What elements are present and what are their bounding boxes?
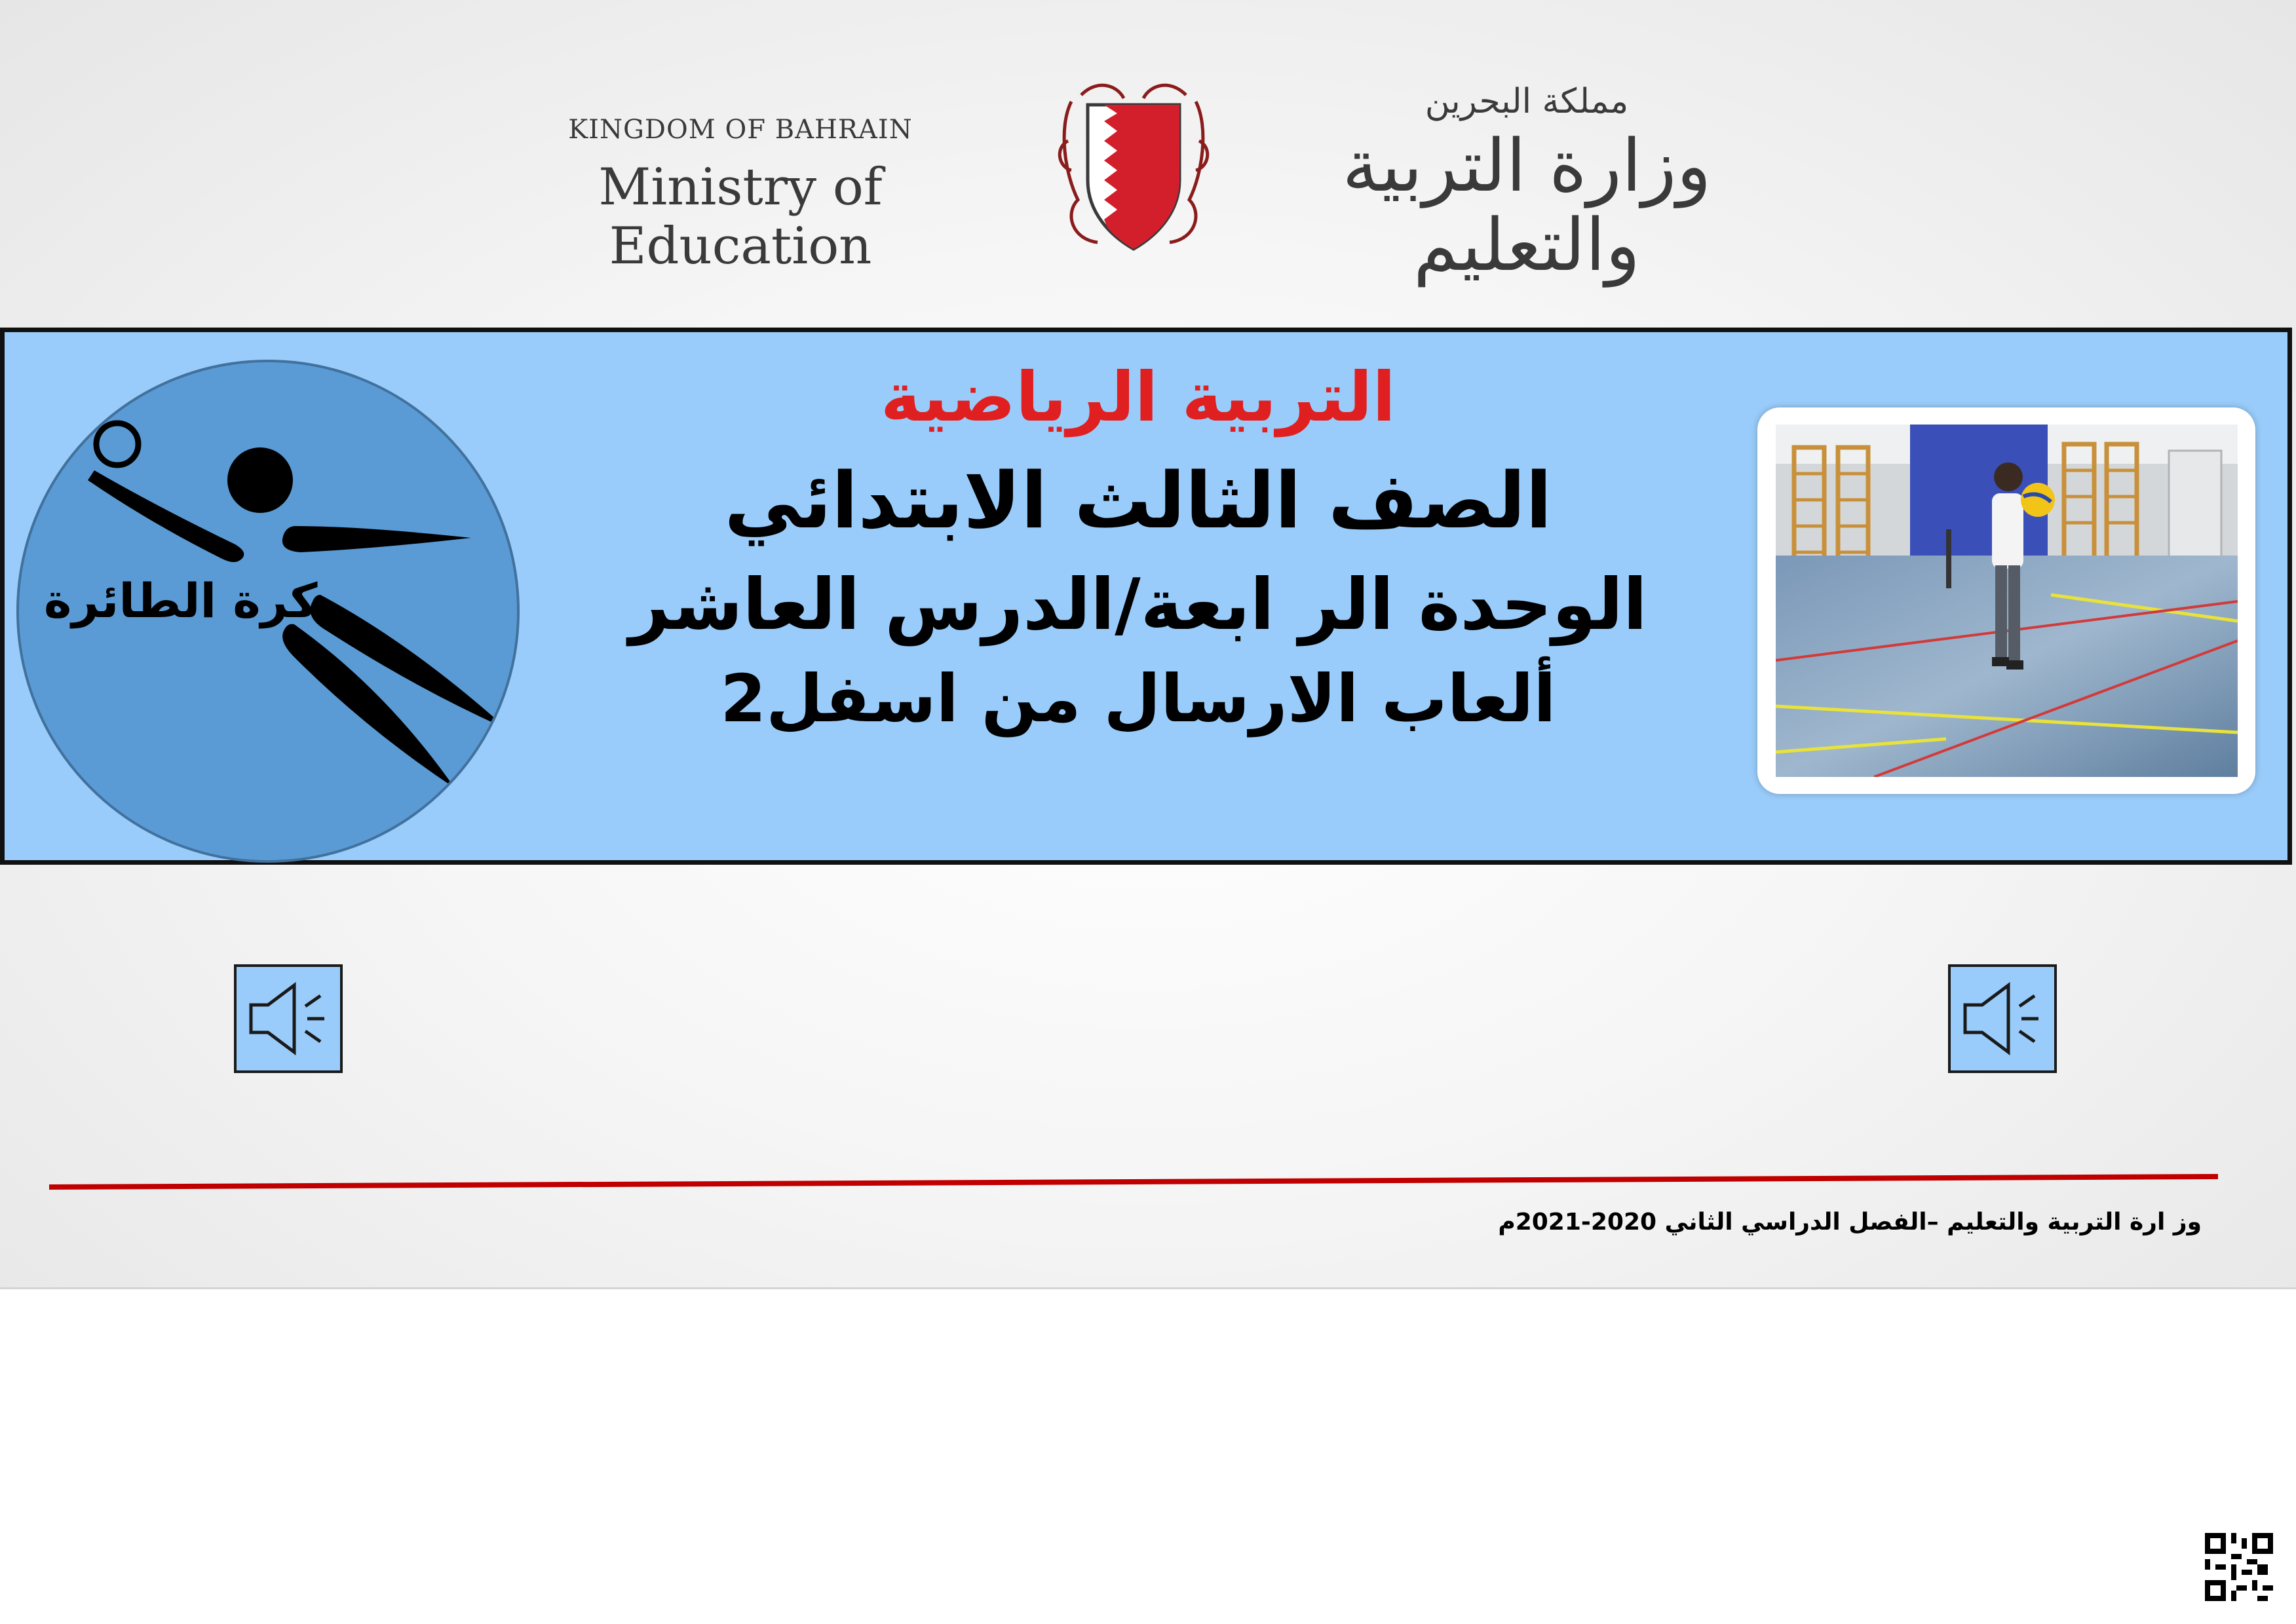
sport-label: كرة الطائرة — [44, 573, 318, 628]
lesson-title: ألعاب الارسال من اسفل2 — [720, 660, 1556, 737]
speaker-icon — [237, 967, 340, 1070]
ministry-name-ar: وزارة التربية والتعليم — [1342, 124, 1712, 287]
speaker-icon — [1951, 967, 2054, 1070]
bahrain-emblem-icon — [1052, 75, 1215, 259]
ministry-logo-arabic — [1245, 82, 1808, 285]
footer-text: وز ارة التربية والتعليم –الفصل الدراسي الثاني 2020-2021م — [1498, 1209, 2202, 1236]
title-banner — [0, 328, 2292, 865]
student-serving-volleyball-photo — [1776, 425, 2238, 777]
lesson-titles — [542, 332, 1734, 737]
ministry-name-en: Ministry of Education — [598, 158, 883, 276]
audio-button-left[interactable] — [234, 964, 343, 1073]
grade-title: الصف الثالث الابتدائي — [724, 455, 1552, 546]
audio-button-right[interactable] — [1948, 964, 2057, 1073]
ministry-logo-english — [472, 115, 1009, 276]
subject-title: التربية الرياضية — [880, 357, 1396, 437]
sport-circle — [16, 360, 520, 863]
unit-lesson-title: الوحدة الر ابعة/الدرس العاشر — [629, 564, 1647, 646]
kingdom-name-en: KINGDOM OF BAHRAIN — [568, 115, 913, 145]
kingdom-name-ar: مملكة البحرين — [1425, 82, 1629, 121]
footer-divider — [49, 1173, 2218, 1192]
photo-frame — [1757, 407, 2255, 794]
qr-code-icon — [2205, 1533, 2273, 1601]
